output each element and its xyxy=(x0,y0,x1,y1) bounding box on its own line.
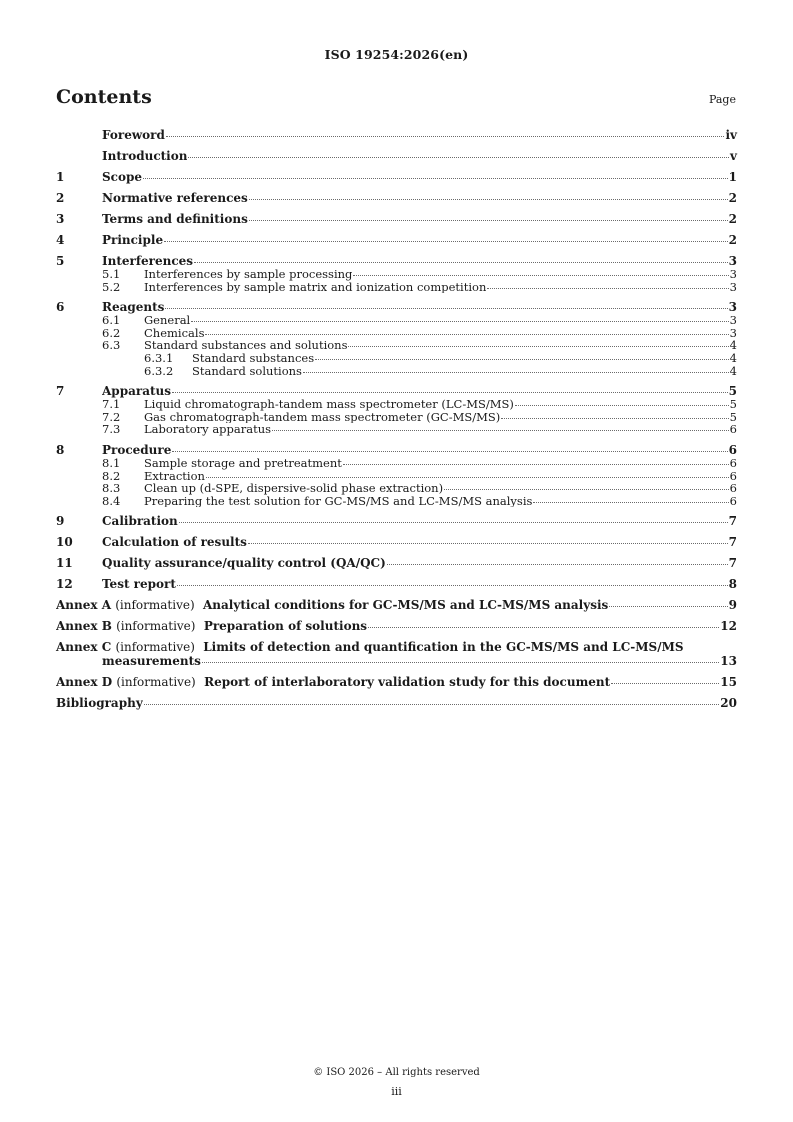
toc-section-number: 1 xyxy=(56,170,65,184)
toc-group xyxy=(56,535,737,549)
dot-leader xyxy=(205,333,728,335)
toc-page-number: 8 xyxy=(728,577,737,592)
annex-entry xyxy=(56,619,737,633)
dot-leader xyxy=(487,287,728,289)
annex-label: Annex B xyxy=(56,619,112,634)
dot-leader xyxy=(249,219,728,221)
toc-page-number: 5 xyxy=(729,409,737,424)
annex-entry xyxy=(56,640,737,668)
toc-group xyxy=(56,514,737,528)
toc-section-number: 5.2 xyxy=(102,279,121,294)
toc-group xyxy=(56,556,737,570)
toc-section-title: Interferences by sample matrix and ionization competition xyxy=(144,280,487,294)
toc-section-title: Principle xyxy=(102,233,164,247)
annex-kind: (informative) xyxy=(115,598,195,613)
annex-entry xyxy=(56,598,737,612)
toc-page-number: 6 xyxy=(729,468,737,483)
toc-group xyxy=(56,170,737,184)
dot-leader xyxy=(177,584,728,586)
toc-page-number: 4 xyxy=(729,350,737,365)
dot-leader xyxy=(611,682,719,684)
toc-section-number: 6.3.1 xyxy=(144,350,174,365)
toc-page-number: 4 xyxy=(729,338,737,353)
toc-page-number: 3 xyxy=(729,279,737,294)
toc-entry-link[interactable] xyxy=(56,482,737,495)
toc-entry-link[interactable] xyxy=(56,300,737,314)
toc-page-number: 6 xyxy=(729,481,737,496)
dot-leader xyxy=(343,463,729,465)
toc-page-number: 6 xyxy=(729,455,737,470)
toc-section-title: General xyxy=(144,314,191,327)
toc-section-number: 8 xyxy=(56,442,65,457)
toc-section-number: 8.3 xyxy=(102,481,121,496)
toc-page-number: 12 xyxy=(720,619,737,634)
annex-kind: (informative) xyxy=(116,619,196,634)
toc-group xyxy=(56,233,737,247)
toc-section-number: 6.3.2 xyxy=(144,363,174,378)
toc-page-number: 6 xyxy=(728,442,737,457)
dot-leader xyxy=(172,391,728,393)
toc-page-number: 5 xyxy=(729,397,737,412)
toc-section-number: 6.1 xyxy=(102,313,121,328)
dot-leader xyxy=(515,404,729,406)
toc-entry-link[interactable] xyxy=(56,411,737,424)
toc-entry-link[interactable] xyxy=(56,365,737,378)
toc-section-number: 7.1 xyxy=(102,397,121,412)
annex-link[interactable] xyxy=(56,598,737,612)
toc-section-number: 6.3 xyxy=(102,338,121,353)
toc-group xyxy=(56,149,737,163)
annex-label: Annex A xyxy=(56,598,112,613)
toc-section-title: Extraction xyxy=(144,469,205,483)
toc-section-title: Interferences by sample processing xyxy=(144,268,353,281)
toc-group xyxy=(56,577,737,591)
toc-page-number: 13 xyxy=(720,654,737,669)
toc-section-number: 9 xyxy=(56,514,65,529)
toc-section-title: Apparatus xyxy=(102,384,171,399)
dot-leader xyxy=(179,521,728,523)
toc-section-title: Scope xyxy=(102,170,143,184)
dot-leader xyxy=(272,429,729,431)
toc-page-number: 5 xyxy=(728,384,737,399)
annex-heading xyxy=(56,675,610,689)
toc-section-title: Interferences xyxy=(102,254,194,268)
toc-page-number: 3 xyxy=(729,325,737,340)
toc-page-number: 4 xyxy=(729,363,737,378)
toc-page-number: 2 xyxy=(728,191,737,205)
toc-page-number: 1 xyxy=(728,170,737,184)
dot-leader xyxy=(444,488,729,490)
toc-entry-link[interactable] xyxy=(56,170,737,184)
toc-page-number: 3 xyxy=(729,267,737,281)
toc-section-title: Laboratory apparatus xyxy=(144,423,272,436)
annex-label: Annex D xyxy=(56,675,113,690)
toc-section-number: 7 xyxy=(56,384,65,399)
dot-leader xyxy=(609,605,727,607)
toc-entry-link[interactable] xyxy=(56,457,737,470)
toc-section-title: Terms and definitions xyxy=(102,212,248,226)
toc-section-title: Standard solutions xyxy=(192,364,302,378)
toc-section-title: Clean up (d-SPE, dispersive-solid phase extraction) xyxy=(144,482,444,495)
dot-leader xyxy=(194,261,728,263)
dot-leader xyxy=(303,371,729,373)
annex-title: Preparation of solutions xyxy=(203,619,368,634)
toc-section-title: Liquid chromatograph-tandem mass spectrometer (LC-MS/MS) xyxy=(144,398,514,411)
toc-group xyxy=(56,254,737,293)
annex-kind: (informative) xyxy=(116,675,196,690)
page-column-label: Page xyxy=(708,93,736,106)
toc-section-number: 5.1 xyxy=(102,267,121,281)
dot-leader xyxy=(191,320,728,322)
annex-entry xyxy=(56,675,737,689)
toc-page-number: 7 xyxy=(728,535,737,550)
table-of-contents xyxy=(56,128,737,717)
toc-entry-link[interactable] xyxy=(56,443,737,457)
dot-leader xyxy=(206,476,729,478)
toc-entry-link[interactable] xyxy=(56,212,737,226)
toc-entry-link[interactable] xyxy=(56,470,737,483)
dot-leader xyxy=(202,661,719,663)
toc-section-title: Normative references xyxy=(102,191,248,205)
toc-section-title: Calibration xyxy=(102,514,178,529)
toc-section-title: Quality assurance/quality control (QA/QC) xyxy=(102,556,386,571)
annex-title: Report of interlaboratory validation study for this document xyxy=(204,675,611,690)
toc-group xyxy=(56,443,737,507)
annex-label: Annex C xyxy=(56,640,112,655)
toc-section-number: 12 xyxy=(56,577,73,592)
toc-page-number: 15 xyxy=(720,675,737,690)
toc-section-title: Chemicals xyxy=(144,326,205,340)
toc-section-number: 8.1 xyxy=(102,455,121,470)
toc-group xyxy=(56,128,737,142)
toc-section-title: Standard substances xyxy=(192,351,315,365)
toc-page-number: v xyxy=(730,149,737,163)
annex-title-continuation[interactable] xyxy=(56,654,737,668)
toc-entry-link[interactable] xyxy=(56,514,737,528)
toc-page-number: 6 xyxy=(729,422,737,437)
toc-section-title: Preparing the test solution for GC-MS/MS and LC-MS/MS analysis xyxy=(144,494,533,508)
toc-section-number: 5 xyxy=(56,254,65,268)
dot-leader xyxy=(143,177,728,179)
toc-entry-link[interactable] xyxy=(56,398,737,411)
copyright-footer: © ISO 2026 – All rights reserved xyxy=(313,1067,480,1078)
annex-title: Limits of detection and quantification in the GC-MS/MS and LC-MS/MS xyxy=(203,640,684,655)
annex-title: Analytical conditions for GC-MS/MS and LC-MS/MS analysis xyxy=(203,598,609,613)
toc-section-number: 10 xyxy=(56,535,73,550)
toc-section-number: 8.4 xyxy=(102,493,121,508)
toc-page-number: 2 xyxy=(728,212,737,226)
annex-link[interactable] xyxy=(56,619,737,633)
dot-leader xyxy=(249,198,728,200)
bibliography-entry xyxy=(56,696,737,710)
annex-title-cont: measurements xyxy=(102,654,201,669)
dot-leader xyxy=(164,240,728,242)
toc-page-number: 3 xyxy=(728,300,737,315)
toc-page-number: 7 xyxy=(728,556,737,571)
contents-title: Contents xyxy=(56,86,152,108)
dot-leader xyxy=(165,307,727,309)
toc-group xyxy=(56,191,737,205)
toc-section-title: Procedure xyxy=(102,442,172,457)
toc-entry-link[interactable] xyxy=(56,495,737,508)
annex-kind: (informative) xyxy=(115,640,195,655)
toc-page-number: 9 xyxy=(728,598,737,613)
toc-entry-link[interactable] xyxy=(56,268,737,281)
annex-title-line[interactable] xyxy=(56,640,737,654)
bibliography-link[interactable] xyxy=(56,696,737,710)
toc-page-number: 3 xyxy=(729,313,737,328)
toc-section-title: Foreword xyxy=(102,128,165,142)
toc-section-number: 3 xyxy=(56,212,65,226)
toc-section-title: Sample storage and pretreatment xyxy=(144,456,342,470)
toc-entry-link[interactable] xyxy=(56,254,737,268)
toc-page-number: 7 xyxy=(728,514,737,529)
toc-entry-link[interactable] xyxy=(56,352,737,365)
toc-entry-link[interactable] xyxy=(56,314,737,327)
toc-group xyxy=(56,300,737,377)
toc-entry-link[interactable] xyxy=(56,281,737,294)
toc-section-title: Standard substances and solutions xyxy=(144,339,348,352)
toc-section-title: Test report xyxy=(102,577,176,592)
document-id-header: ISO 19254:2026(en) xyxy=(324,47,469,62)
toc-section-title: Calculation of results xyxy=(102,535,247,550)
toc-section-number: 8.2 xyxy=(102,468,121,483)
page-number: iii xyxy=(391,1085,402,1098)
toc-entry-link[interactable] xyxy=(56,535,737,549)
toc-page-number: iv xyxy=(725,128,737,142)
toc-group xyxy=(56,212,737,226)
dot-leader xyxy=(368,626,719,628)
dot-leader xyxy=(172,450,727,452)
dot-leader xyxy=(353,274,728,276)
dot-leader xyxy=(144,703,720,705)
toc-entry-link[interactable] xyxy=(56,423,737,436)
toc-entry-link[interactable] xyxy=(56,384,737,398)
toc-entry-link[interactable] xyxy=(56,233,737,247)
bibliography-title: Bibliography xyxy=(56,696,143,711)
toc-page-number: 3 xyxy=(728,254,737,268)
annex-link[interactable] xyxy=(56,675,737,689)
toc-group xyxy=(56,384,737,436)
toc-page-number: 2 xyxy=(728,233,737,247)
toc-section-number: 4 xyxy=(56,233,65,247)
dot-leader xyxy=(188,156,729,158)
toc-entry-link[interactable] xyxy=(56,149,737,163)
toc-entry-link[interactable] xyxy=(56,556,737,570)
toc-section-number: 2 xyxy=(56,191,65,205)
toc-section-title: Gas chromatograph-tandem mass spectrometer (GC-MS/MS) xyxy=(144,410,501,424)
toc-page-number: 6 xyxy=(729,493,737,508)
toc-section-title: Introduction xyxy=(102,149,188,163)
dot-leader xyxy=(315,358,729,360)
annex-heading xyxy=(56,598,608,612)
toc-section-number: 6.2 xyxy=(102,325,121,340)
toc-entry-link[interactable] xyxy=(56,577,737,591)
toc-section-number: 7.3 xyxy=(102,422,121,437)
dot-leader xyxy=(533,501,728,503)
dot-leader xyxy=(348,345,728,347)
toc-entry-link[interactable] xyxy=(56,128,737,142)
toc-section-title: Reagents xyxy=(102,300,165,315)
annex-heading xyxy=(56,619,367,633)
toc-section-number: 6 xyxy=(56,300,65,315)
toc-page-number: 20 xyxy=(720,696,737,711)
dot-leader xyxy=(387,563,728,565)
toc-entry-link[interactable] xyxy=(56,191,737,205)
dot-leader xyxy=(501,417,728,419)
toc-entry-link[interactable] xyxy=(56,327,737,340)
toc-section-number: 11 xyxy=(56,556,73,571)
toc-section-number: 7.2 xyxy=(102,409,121,424)
dot-leader xyxy=(248,542,728,544)
dot-leader xyxy=(166,135,725,137)
